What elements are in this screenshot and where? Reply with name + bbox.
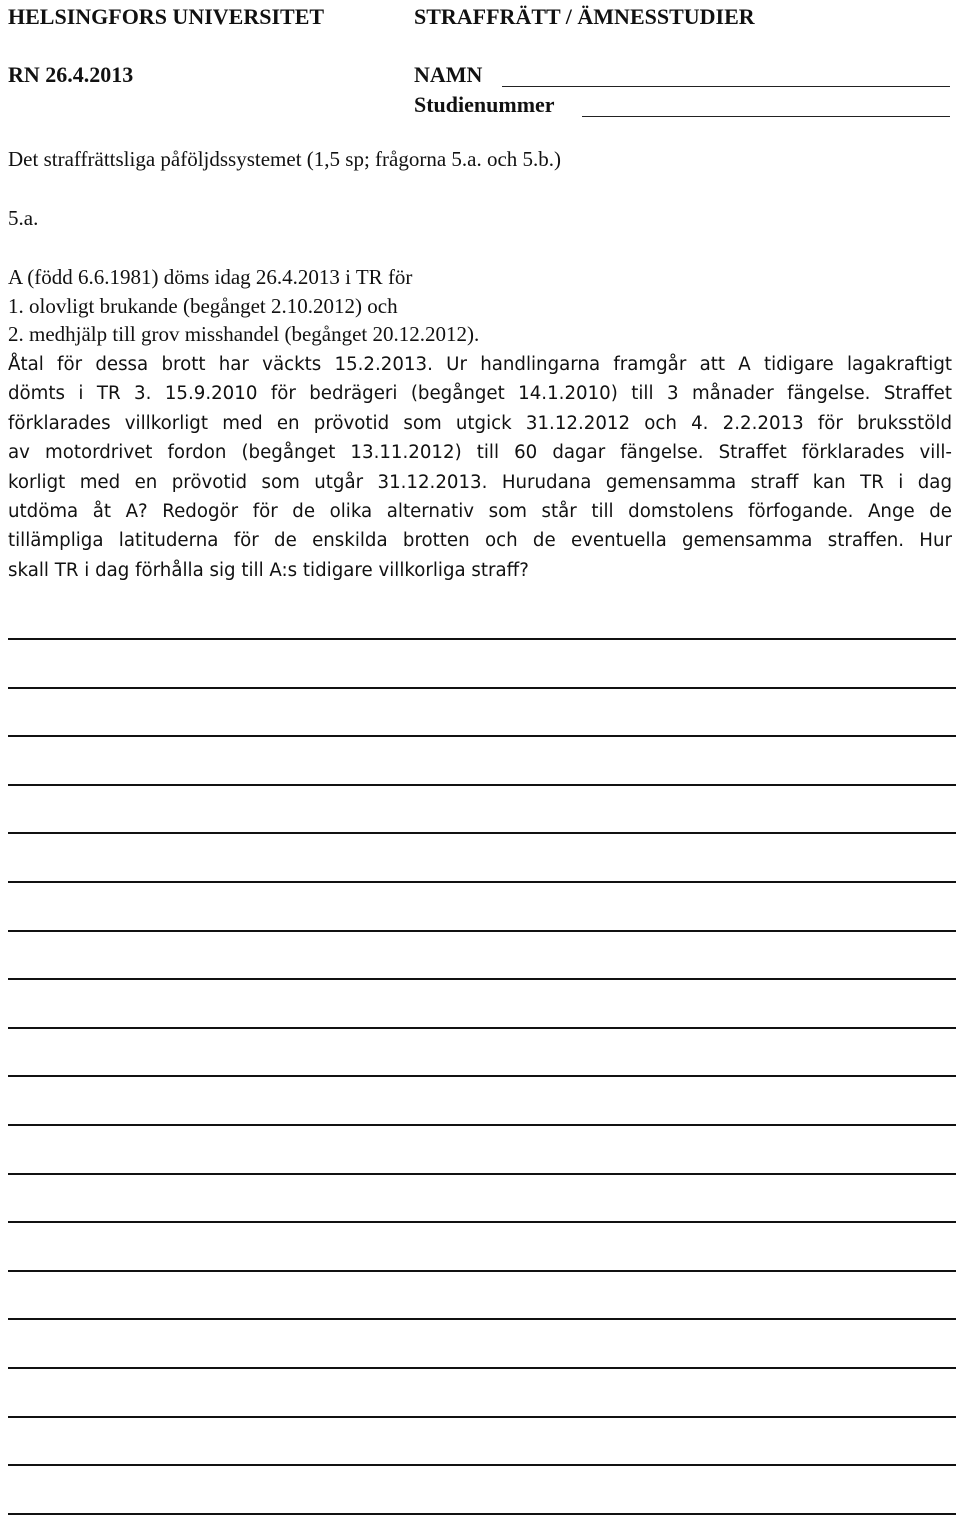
- paragraph-line: förklarades villkorligt med en prövotid som utgick 31.12.2012 och 4. 2.2.2013 för bruksstöld: [8, 412, 952, 434]
- answer-line[interactable]: [8, 1027, 956, 1029]
- student-number-label: Studienummer: [414, 92, 555, 117]
- question-line: 2. medhjälp till grov misshandel (begånget 20.12.2012).: [8, 322, 480, 346]
- answer-line[interactable]: [8, 735, 956, 737]
- paragraph-line: skall TR i dag förhålla sig till A:s tidigare villkorliga straff?: [8, 559, 529, 581]
- name-label: NAMN: [414, 62, 483, 87]
- answer-line[interactable]: [8, 832, 956, 834]
- answer-line[interactable]: [8, 1318, 956, 1320]
- course-title: STRAFFRÄTT / ÄMNESSTUDIER: [414, 4, 755, 29]
- answer-line[interactable]: [8, 1513, 956, 1515]
- answer-line[interactable]: [8, 1464, 956, 1466]
- answer-line[interactable]: [8, 881, 956, 883]
- answer-line[interactable]: [8, 978, 956, 980]
- answer-line[interactable]: [8, 1367, 956, 1369]
- answer-line[interactable]: [8, 1075, 956, 1077]
- answer-line[interactable]: [8, 930, 956, 932]
- paragraph-line: dömts i TR 3. 15.9.2010 för bedrägeri (begånget 14.1.2010) till 3 månader fängelse. Straffet: [8, 383, 952, 405]
- section-number: 5.a.: [8, 206, 39, 230]
- paragraph-line: korligt med en prövotid som utgår 31.12.2013. Hurudana gemensamma straff kan TR i dag: [8, 471, 952, 493]
- answer-line[interactable]: [8, 1221, 956, 1223]
- university-name: HELSINGFORS UNIVERSITET: [8, 4, 325, 29]
- answer-line[interactable]: [8, 1416, 956, 1418]
- paragraph-line: tillämpliga latituderna för de enskilda brotten och de eventuella gemensamma straffen. Hur: [8, 530, 952, 552]
- answer-line[interactable]: [8, 784, 956, 786]
- answer-line[interactable]: [8, 1173, 956, 1175]
- answer-line[interactable]: [8, 638, 956, 640]
- answer-line[interactable]: [8, 1124, 956, 1126]
- paragraph-line: utdöma åt A? Redogör för de olika alternativ som står till domstolens förfogande. Ange de: [8, 501, 952, 523]
- exam-code: RN 26.4.2013: [8, 62, 134, 87]
- question-line: A (född 6.6.1981) döms idag 26.4.2013 i TR för: [8, 265, 413, 289]
- question-line: 1. olovligt brukande (begånget 2.10.2012) och: [8, 294, 398, 318]
- answer-line[interactable]: [8, 687, 956, 689]
- paragraph-line: av motordrivet fordon (begånget 13.11.2012) till 60 dagar fängelse. Straffet förklarades vill-: [8, 442, 952, 464]
- paragraph-line: Åtal för dessa brott har väckts 15.2.2013. Ur handlingarna framgår att A tidigare lagakraftigt: [8, 354, 952, 375]
- answer-line[interactable]: [8, 1270, 956, 1272]
- intro-heading: Det straffrättsliga påföljdssystemet (1,5 sp; frågorna 5.a. och 5.b.): [8, 147, 562, 171]
